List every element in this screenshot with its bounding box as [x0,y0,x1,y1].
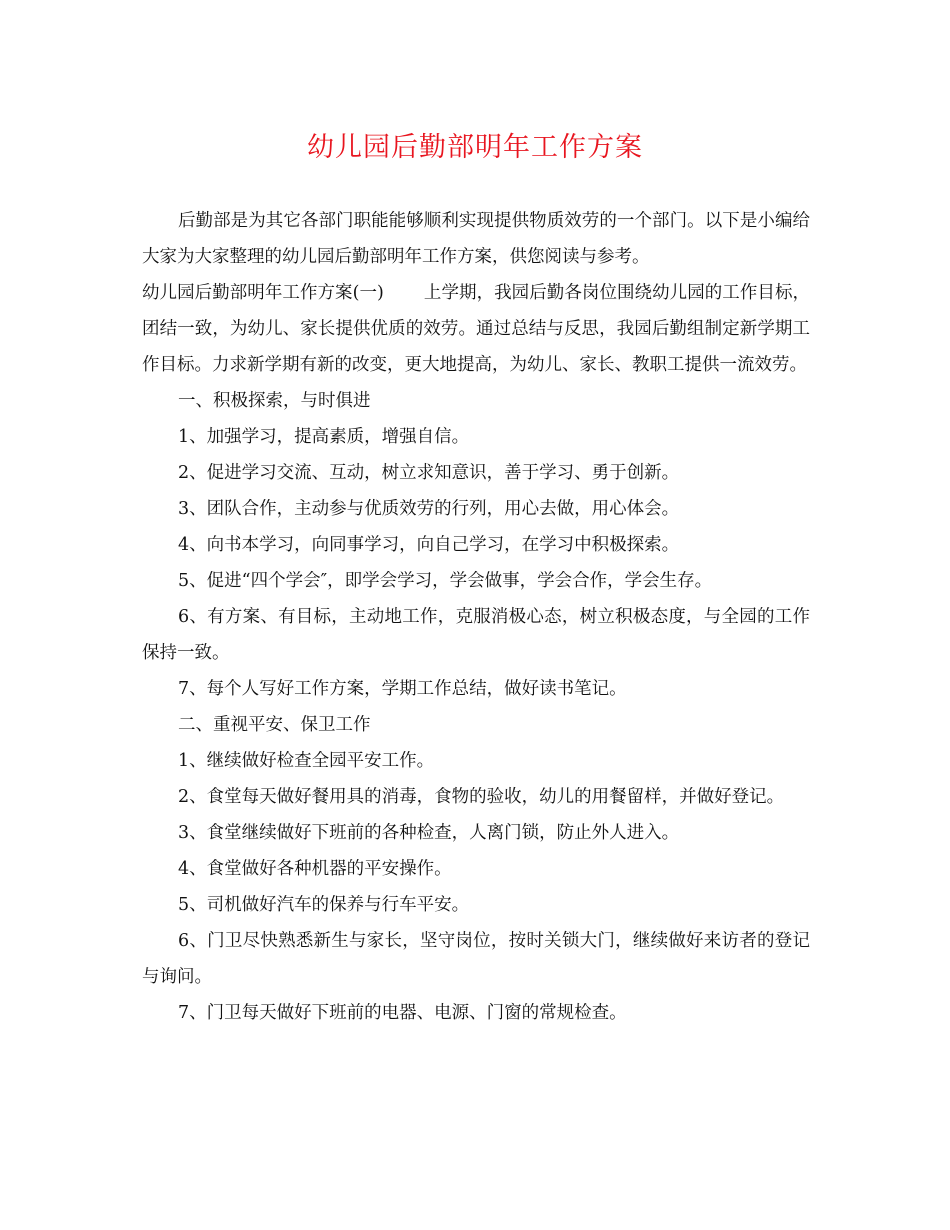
list-item: 2、促进学习交流、互动，树立求知意识，善于学习、勇于创新。 [178,463,680,483]
list-item: 5、促进“四个学会″，即学会学习，学会做事，学会合作，学会生存。 [178,571,713,591]
list-item: 1、继续做好检查全园平安工作。 [178,751,435,771]
list-item: 3、团队合作，主动参与优质效劳的行列，用心去做，用心体会。 [178,499,680,519]
document-title: 幼儿园后勤部明年工作方案 [307,132,643,163]
plan-heading: 幼儿园后勤部明年工作方案(一) [142,283,384,303]
list-item: 7、每个人写好工作方案，学期工作总结，做好读书笔记。 [178,679,627,699]
list-item: 7、门卫每天做好下班前的电器、电源、门窗的常规检查。 [178,1003,627,1023]
list-item: 6、门卫尽快熟悉新生与家长，坚守岗位，按时关锁大门，继续做好来访者的登记与询问。 [142,931,810,987]
plan-intro: 上学期，我园后勤各岗位围绕幼儿园的工作目标，团结一致，为幼儿、家长提供优质的效劳。通过总结与反思，我园后勤组制定新学期工作目标。力求新学期有新的改变，更大地提高，为幼儿、家长、教职工提供一流效劳。 [142,283,811,375]
section-heading: 一、积极探索，与时俱进 [178,391,371,411]
list-item: 5、司机做好汽车的保养与行车平安。 [178,895,470,915]
list-item: 3、食堂继续做好下班前的各种检查，人离门锁，防止外人进入。 [178,823,680,843]
intro-paragraph: 后勤部是为其它各部门职能能够顺利实现提供物质效劳的一个部门。以下是小编给大家为大家整理的幼儿园后勤部明年工作方案，供您阅读与参考。 [142,211,810,267]
list-item: 1、加强学习，提高素质，增强自信。 [178,427,470,447]
document-body [142,203,810,1031]
list-item: 2、食堂每天做好餐用具的消毒，食物的验收，幼儿的用餐留样，并做好登记。 [178,787,785,807]
list-item: 4、食堂做好各种机器的平安操作。 [178,859,452,879]
list-item: 4、向书本学习，向同事学习，向自己学习，在学习中积极探索。 [178,535,680,555]
list-item: 6、有方案、有目标，主动地工作，克服消极心态，树立积极态度，与全园的工作保持一致。 [142,607,810,663]
section-heading: 二、重视平安、保卫工作 [178,715,371,735]
plan-paragraph [142,275,810,383]
